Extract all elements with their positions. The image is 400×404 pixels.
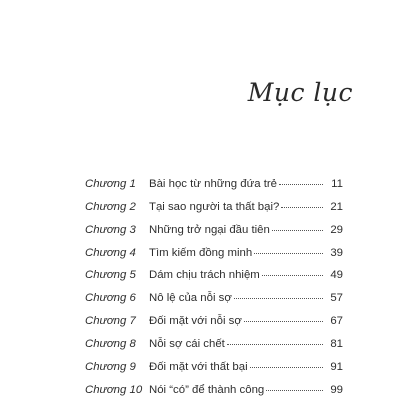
toc-entry-10[interactable] [85,382,343,404]
chapter-label: Chương 2 [85,200,136,213]
chapter-title: Những trở ngại đầu tiên [149,223,270,236]
toc-entry-7[interactable] [85,313,343,336]
dot-leader [272,229,323,231]
toc-entry-1[interactable] [85,176,343,199]
dot-leader [266,389,323,391]
chapter-title: Nỗi sợ cái chết [149,337,225,350]
dot-leader [262,274,323,276]
toc-entry-9[interactable] [85,359,343,382]
chapter-title: Dám chịu trách nhiệm [149,269,260,282]
page-number: 21 [330,200,343,213]
dot-leader [250,366,323,368]
page-number: 49 [330,269,343,282]
page-number: 91 [330,360,343,373]
dot-leader [281,206,323,208]
chapter-title: Tìm kiếm đồng minh [149,246,253,259]
chapter-label: Chương 4 [85,246,136,259]
toc-entry-2[interactable] [85,199,343,222]
chapter-title: Nói “có” để thành công [149,383,265,396]
chapter-label: Chương 5 [85,269,136,282]
toc-entry-6[interactable] [85,290,343,313]
page-number: 81 [330,337,343,350]
dot-leader [227,343,323,345]
chapter-label: Chương 7 [85,315,136,328]
page-number: 39 [330,246,343,259]
chapter-label: Chương 3 [85,223,136,236]
chapter-label: Chương 8 [85,337,136,350]
chapter-title: Đối mặt với thất bại [149,360,248,373]
dot-leader [244,320,323,322]
chapter-label: Chương 9 [85,360,136,373]
page-number: 99 [330,383,343,396]
dot-leader [234,297,323,299]
chapter-label: Chương 6 [85,292,136,305]
toc-entry-4[interactable] [85,245,343,268]
toc-entry-8[interactable] [85,336,343,359]
dot-leader [254,252,323,254]
toc-entry-5[interactable] [85,267,343,290]
dot-leader [279,183,323,185]
chapter-label: Chương 1 [85,178,136,190]
table-of-contents [85,176,343,404]
chapter-title: Đối mặt với nỗi sợ [149,315,242,328]
toc-entry-3[interactable] [85,222,343,245]
chapter-title: Nô lệ của nỗi sợ [149,292,232,305]
chapter-title: Tại sao người ta thất bại? [149,200,280,213]
page-number: 29 [330,223,343,236]
page-number: 67 [330,315,343,328]
page-title: Mục lục [247,78,353,107]
page-number: 11 [331,178,343,190]
chapter-title: Bài học từ những đứa trẻ [149,178,277,190]
chapter-label: Chương 10 [85,383,143,396]
page-number: 57 [330,292,343,305]
